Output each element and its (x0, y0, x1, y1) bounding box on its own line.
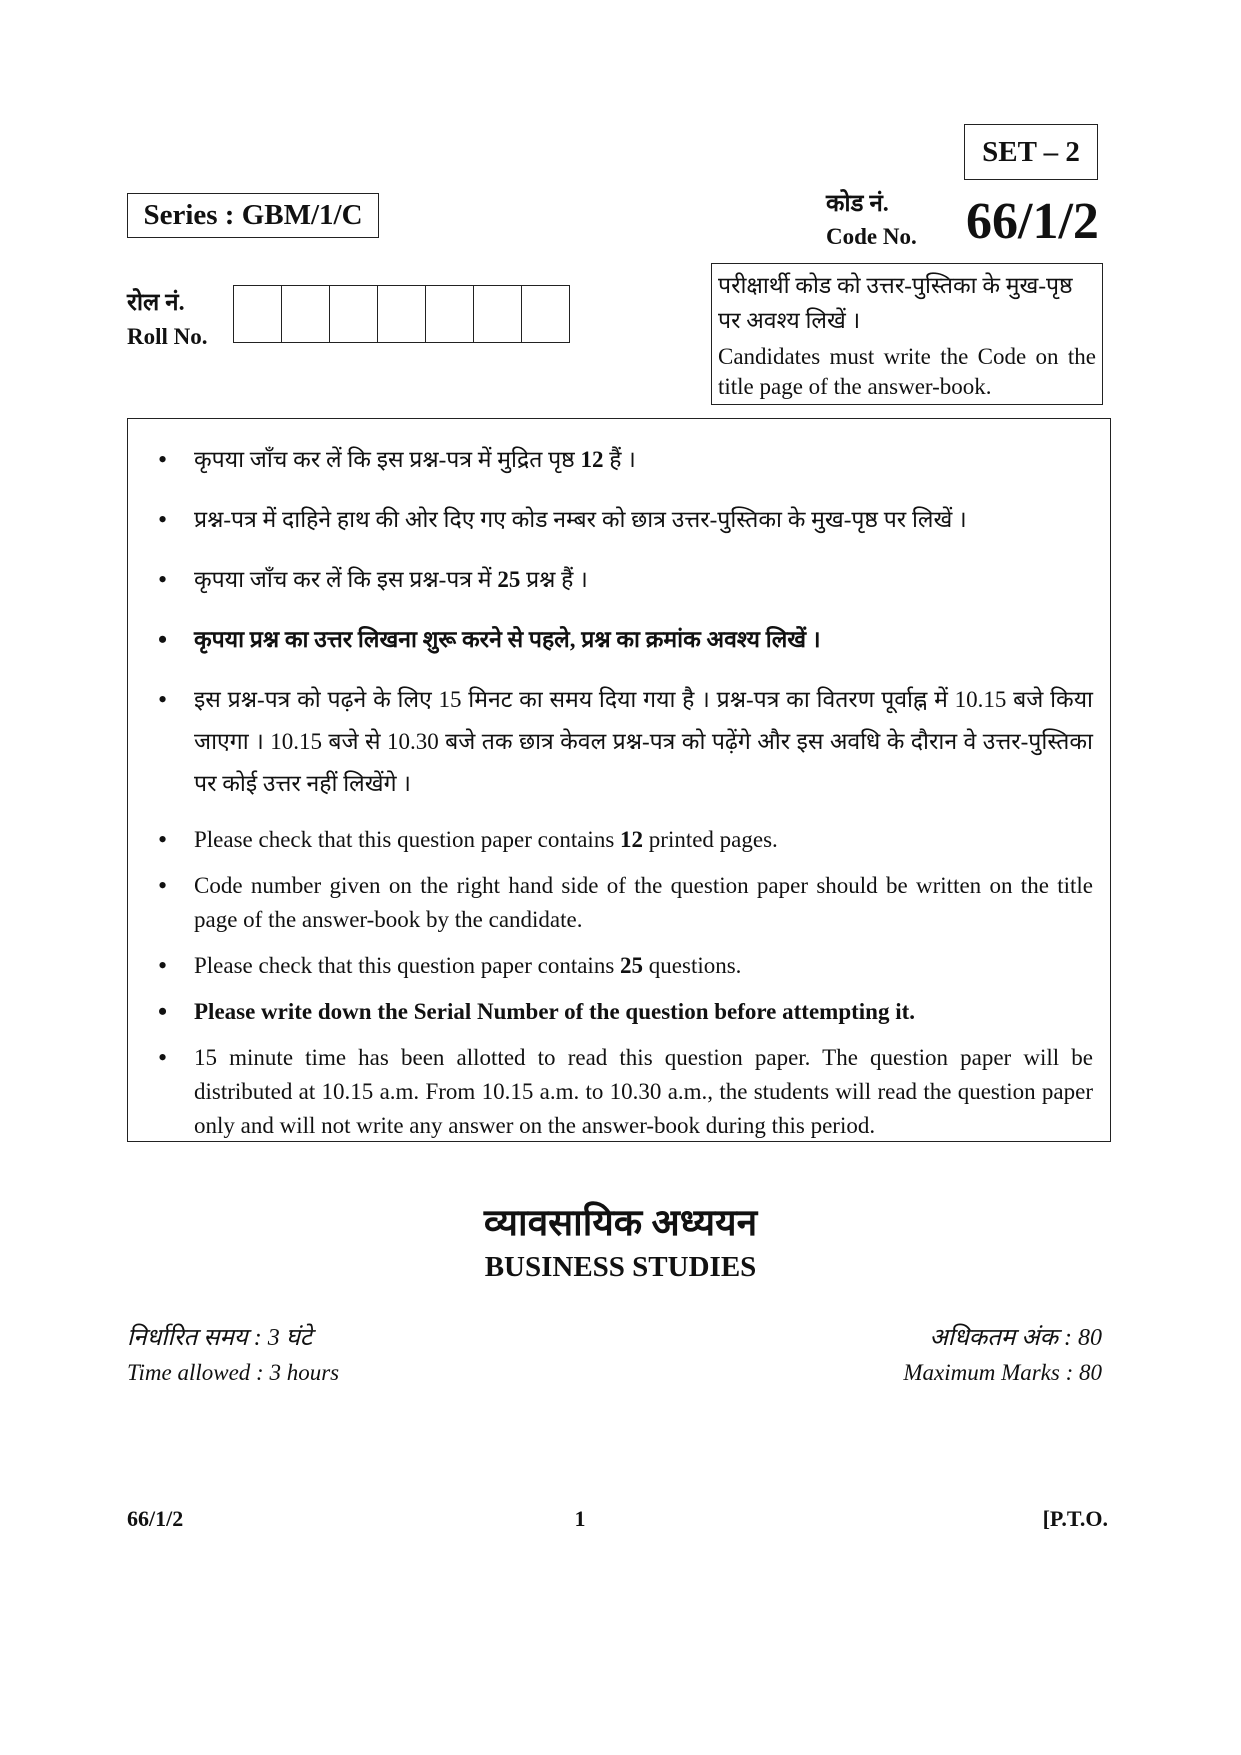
candidate-note-box (711, 263, 1103, 405)
page-number: 1 (574, 1506, 586, 1531)
instruction-hindi-serial: • कृपया प्रश्न का उत्तर लिखना शुरू करने से पहले, प्रश्न का क्रमांक अवश्य लिखें । (150, 619, 1093, 661)
roll-cell[interactable] (330, 285, 378, 343)
bullet-icon: • (158, 565, 168, 594)
code-label-english: Code No. (826, 224, 917, 249)
bullet-icon: • (158, 685, 168, 714)
roll-cell[interactable] (426, 285, 474, 343)
footer-code: 66/1/2 (127, 1506, 184, 1531)
instruction-hindi-pages: • कृपया जाँच कर लें कि इस प्रश्न-पत्र में मुद्रित पृष्ठ 12 हैं । (150, 439, 1093, 481)
instructions-box (127, 418, 1111, 1142)
code-number: 66/1/2 (966, 193, 1099, 250)
roll-cell[interactable] (474, 285, 522, 343)
roll-cell[interactable] (378, 285, 426, 343)
instruction-hindi-code: • प्रश्न-पत्र में दाहिने हाथ की ओर दिए गए कोड नम्बर को छात्र उत्तर-पुस्तिका के मुख-पृष्ठ पर लिखें । (150, 499, 1093, 541)
roll-label-english: Roll No. (127, 324, 208, 349)
roll-cell[interactable] (522, 285, 570, 343)
subject-title-hindi: व्यावसायिक अध्ययन (483, 1203, 758, 1244)
bullet-icon: • (158, 871, 168, 900)
instruction-english-serial: • Please write down the Serial Number of the question before attempting it. (150, 995, 1093, 1029)
instruction-english-code: • Code number given on the right hand side of the question paper should be written on the title page of the answer-book by the candidate. (158, 871, 1093, 932)
set-label: SET – 2 (964, 124, 1098, 180)
time-allowed-hindi: निर्धारित समय : 3 घंटे (127, 1325, 312, 1351)
subject-title-english: BUSINESS STUDIES (484, 1251, 757, 1283)
code-label-hindi: कोड नं. (826, 191, 889, 217)
time-allowed-english: Time allowed : 3 hours (127, 1360, 340, 1385)
instruction-hindi-reading-time: • इस प्रश्न-पत्र को पढ़ने के लिए 15 मिनट का समय दिया गया है । प्रश्न-पत्र का वितरण पूर्वाह्न में 10.15 बजे किया जाएगा । 10.15 बजे से 10.30 बजे तक छात्र केवल प्रश्न-पत्र को पढ़ेंगे और इस अवधि के दौरान वे उत्तर-पुस्तिका पर कोई उत्तर नहीं लिखेंगे । (150, 679, 1093, 805)
roll-cell[interactable] (234, 285, 282, 343)
instruction-hindi-questions: • कृपया जाँच कर लें कि इस प्रश्न-पत्र में 25 प्रश्न हैं । (150, 559, 1093, 601)
roll-number-boxes (233, 285, 570, 343)
bullet-icon: • (158, 825, 168, 854)
candidate-note-hindi: परीक्षार्थी कोड को उत्तर-पुस्तिका के मुख-पृष्ठ पर अवश्य लिखें । (718, 273, 1073, 333)
bullet-icon: • (158, 505, 168, 534)
footer-pto: [P.T.O. (1042, 1506, 1108, 1531)
instruction-english-questions: • Please check that this question paper contains 25 questions. (150, 949, 1093, 983)
bullet-icon: • (158, 951, 168, 980)
bullet-icon: • (158, 997, 168, 1026)
roll-cell[interactable] (282, 285, 330, 343)
bullet-icon: • (158, 1043, 168, 1072)
bullet-icon: • (158, 625, 168, 654)
maximum-marks-hindi: अधिकतम अंक : 80 (929, 1325, 1102, 1351)
instruction-english-reading-time: • 15 minute time has been allotted to read this question paper. The question paper will be distributed at 10.15 a.m. From 10.15 a.m. to 10.30 a.m., the students will read the question paper only and will not write any answer on the answer-book during this period. (158, 1043, 1093, 1138)
candidate-note-english: Candidates must write the Code on the title page of the answer-book. (718, 344, 1096, 399)
maximum-marks-english: Maximum Marks : 80 (903, 1360, 1102, 1385)
bullet-icon: • (158, 445, 168, 474)
roll-label-hindi: रोल नं. (127, 290, 185, 316)
instruction-english-pages: • Please check that this question paper contains 12 printed pages. (150, 823, 1093, 857)
series-label: Series : GBM/1/C (127, 193, 379, 238)
